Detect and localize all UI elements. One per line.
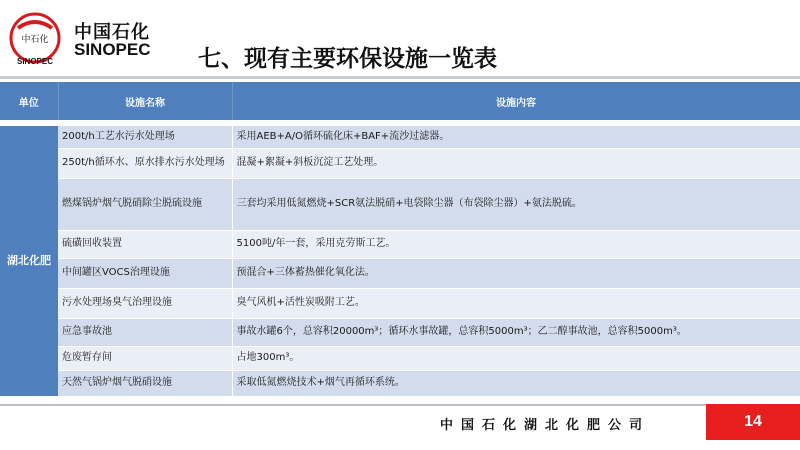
facility-content: 混凝+絮凝+斜板沉淀工艺处理。	[232, 148, 800, 178]
facility-content: 5100吨/年一套，采用克劳斯工艺。	[232, 230, 800, 258]
facility-name: 天然气锅炉烟气脱硝设施	[58, 370, 232, 396]
sinopec-logo-icon	[8, 8, 68, 70]
title-divider	[0, 76, 800, 79]
facility-content: 事故水罐6个，总容积20000m³；循环水事故罐，总容积5000m³；乙二醇事故池，总容积5000m³。	[232, 318, 800, 346]
table-row	[0, 288, 800, 318]
facilities-table	[0, 82, 800, 397]
header-unit: 单位	[0, 82, 58, 120]
table-row	[0, 126, 800, 148]
facility-name: 燃煤锅炉烟气脱硝除尘脱硫设施	[58, 178, 232, 230]
table-row	[0, 148, 800, 178]
facility-content: 采取低氮燃烧技术+烟气再循环系统。	[232, 370, 800, 396]
table-header-row	[0, 82, 800, 120]
table-row	[0, 346, 800, 370]
page-title: 七、现有主要环保设施一览表	[198, 46, 497, 72]
brand-name-en: SINOPEC	[74, 40, 151, 59]
facility-name: 中间罐区VOCS治理设施	[58, 258, 232, 288]
brand-name-cn: 中国石化	[74, 22, 150, 43]
unit-cell: 湖北化肥	[0, 126, 58, 396]
header-content: 设施内容	[232, 82, 800, 120]
table-row	[0, 318, 800, 346]
table-row	[0, 230, 800, 258]
table-row	[0, 370, 800, 396]
svg-text:中石化: 中石化	[21, 35, 49, 45]
facility-name: 应急事故池	[58, 318, 232, 346]
facility-name: 250t/h循环水、原水排水污水处理场	[58, 148, 232, 178]
facility-content: 预混合+三体蓄热催化氧化法。	[232, 258, 800, 288]
facility-content: 三套均采用低氮燃烧+SCR氨法脱硝+电袋除尘器（布袋除尘器）+氨法脱硫。	[232, 178, 800, 230]
table-row	[0, 258, 800, 288]
footer-divider	[0, 404, 710, 406]
footer-company-name: 中国石化湖北化肥公司	[440, 418, 651, 433]
table-row	[0, 178, 800, 230]
page-number: 14	[706, 404, 800, 440]
header-name: 设施名称	[58, 82, 232, 120]
facility-content: 采用AEB+A/O循环硫化床+BAF+流沙过滤器。	[232, 126, 800, 148]
facility-content: 占地300m³。	[232, 346, 800, 370]
svg-text:SINOPEC: SINOPEC	[16, 57, 54, 66]
facility-name: 硫磺回收装置	[58, 230, 232, 258]
facility-name: 危废暂存间	[58, 346, 232, 370]
facility-name: 污水处理场臭气治理设施	[58, 288, 232, 318]
facility-content: 臭气风机+活性炭吸附工艺。	[232, 288, 800, 318]
facility-name: 200t/h工艺水污水处理场	[58, 126, 232, 148]
